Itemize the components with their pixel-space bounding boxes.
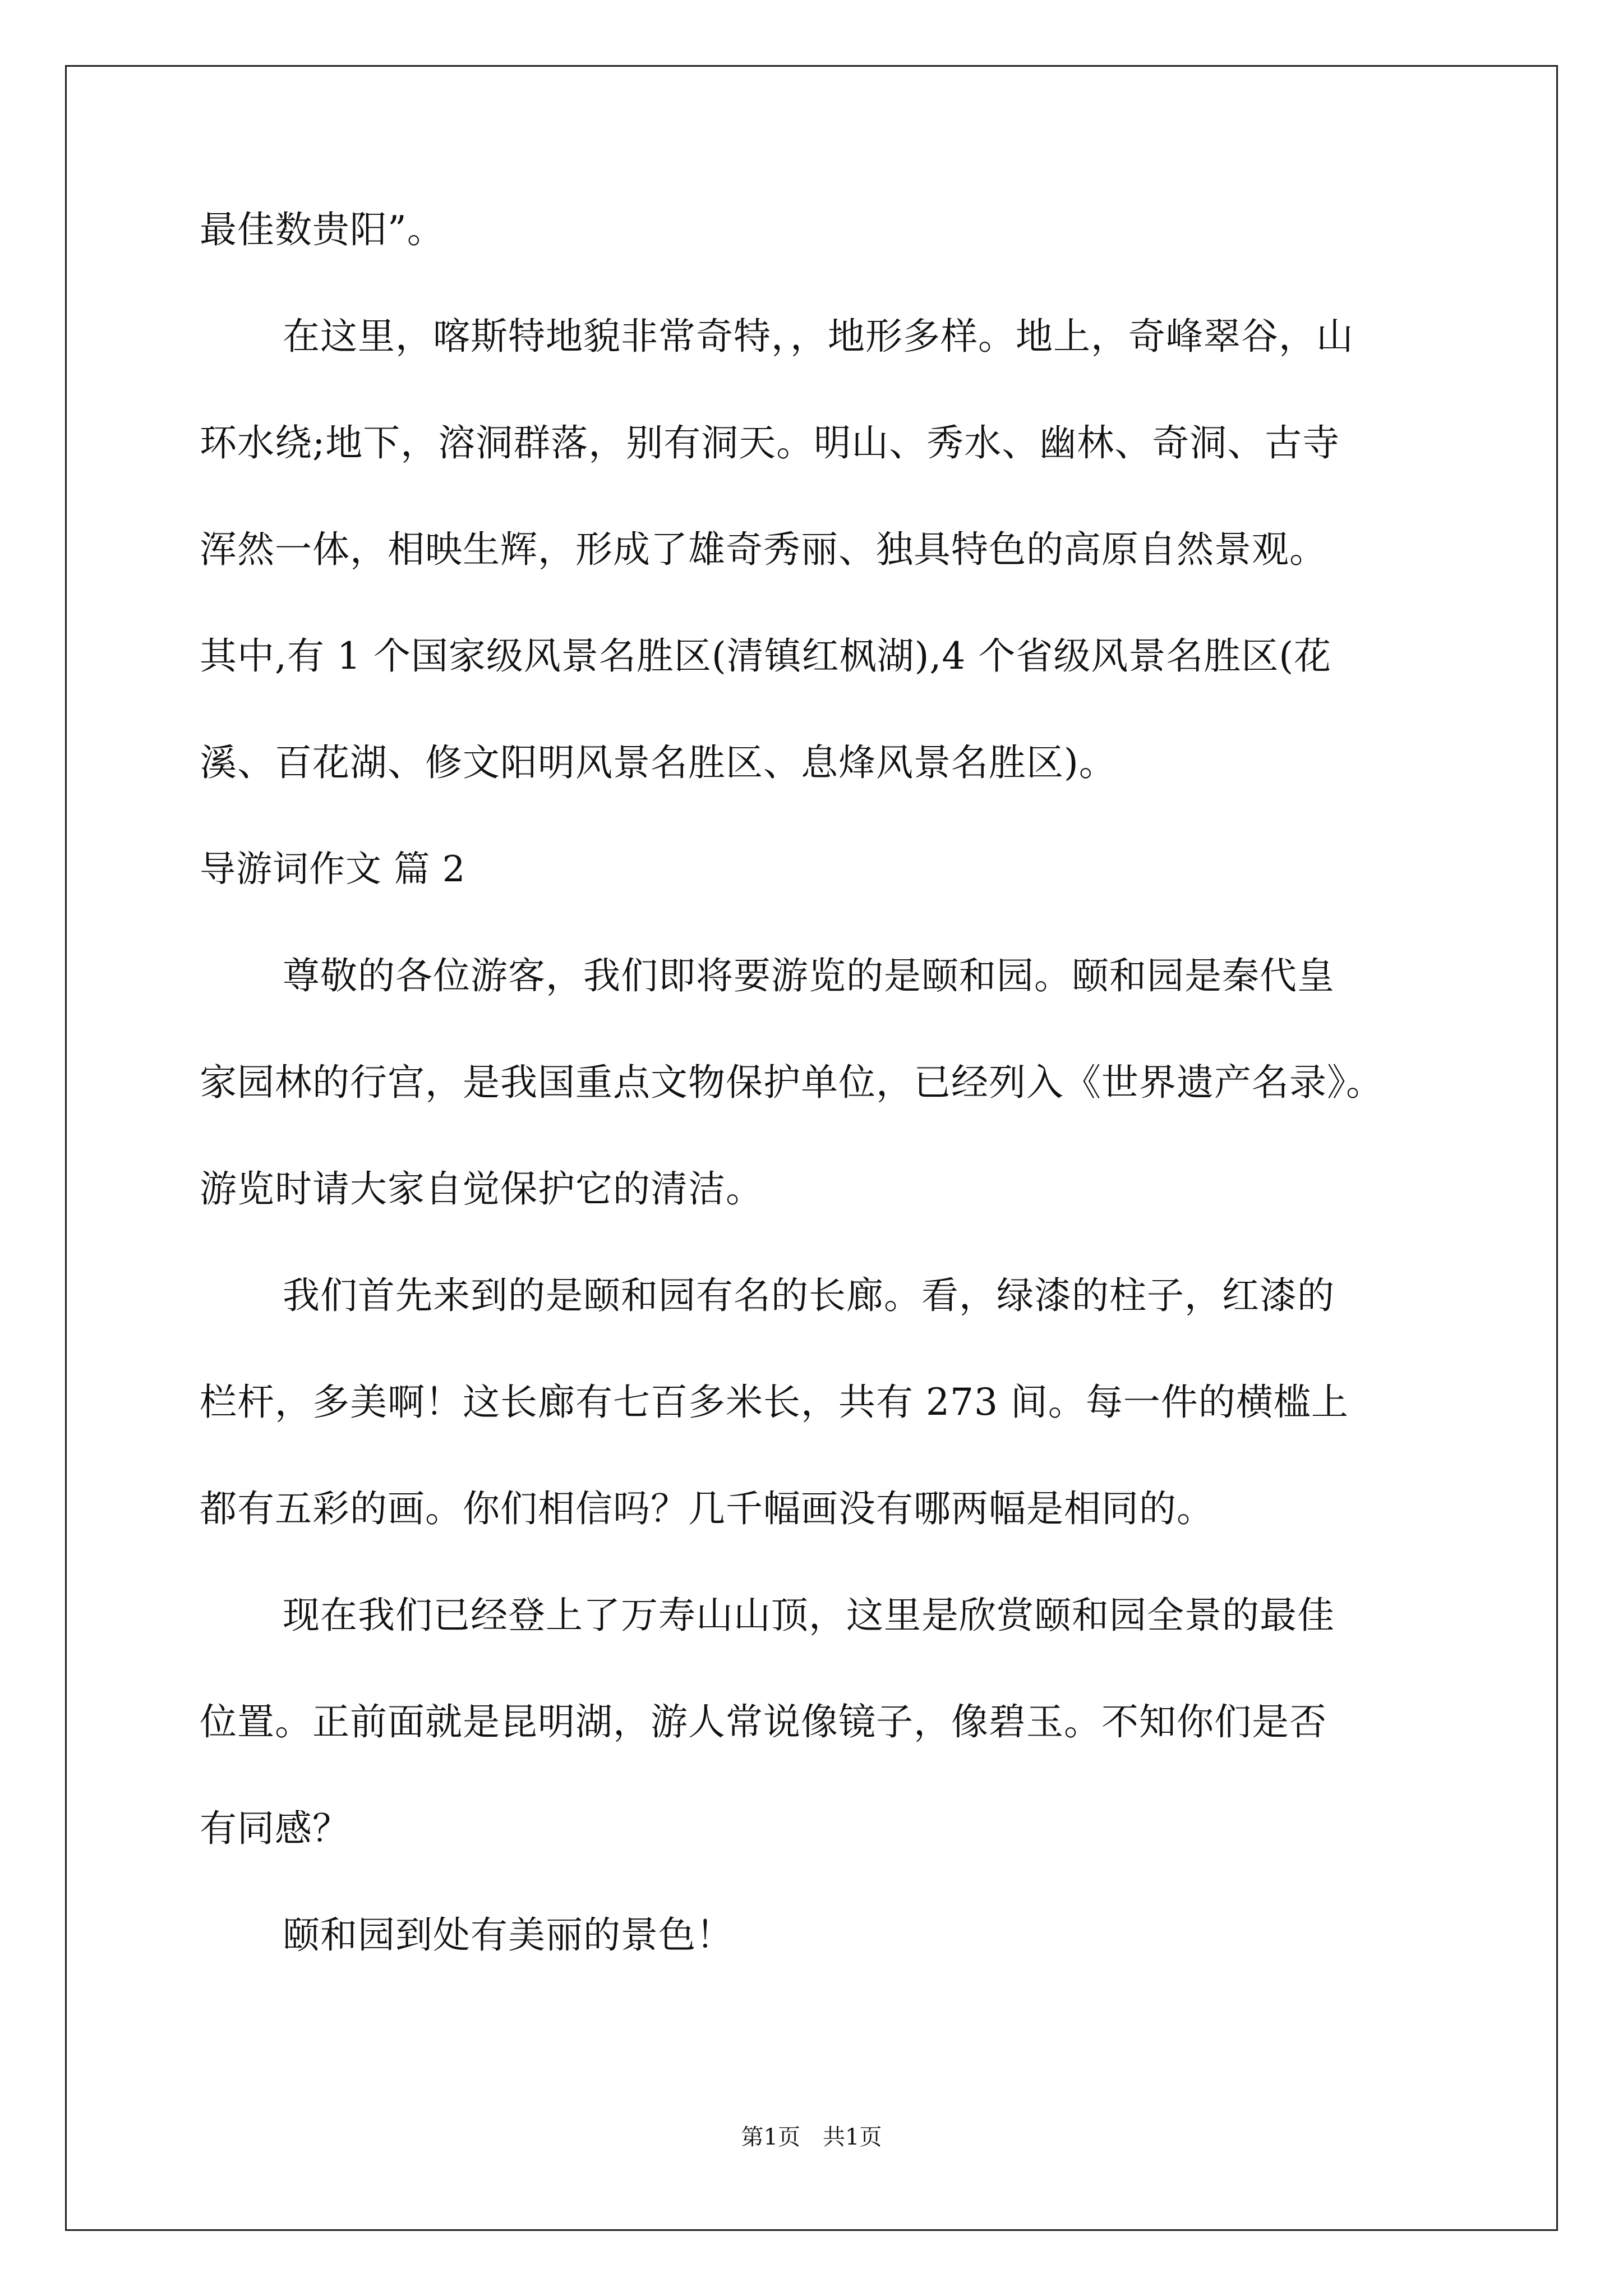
paragraph-line: 我们首先来到的是颐和园有名的长廊。看，绿漆的柱子，红漆的 — [283, 1274, 1335, 1317]
text-line: 位置。正前面就是昆明湖，游人常说像镜子，像碧玉。不知你们是否 — [200, 1700, 1327, 1743]
text-line: 都有五彩的画。你们相信吗？几千幅画没有哪两幅是相同的。 — [200, 1487, 1214, 1530]
text-line: 家园林的行宫，是我国重点文物保护单位，已经列入《世界遗产名录》。 — [200, 1061, 1384, 1104]
paragraph-line: 尊敬的各位游客，我们即将要游览的是颐和园。颐和园是秦代皇 — [283, 954, 1335, 997]
text-line: 浑然一体，相映生辉，形成了雄奇秀丽、独具特色的高原自然景观。 — [200, 528, 1327, 571]
paragraph-line: 颐和园到处有美丽的景色！ — [283, 1913, 734, 1957]
page-footer: 第1页 共1页 — [741, 2124, 882, 2150]
text-line: 环水绕;地下，溶洞群落，别有洞天。明山、秀水、幽林、奇洞、古寺 — [200, 421, 1340, 464]
text-line: 其中,有 1 个国家级风景名胜区(清镇红枫湖),4 个省级风景名胜区(花 — [200, 634, 1332, 678]
section-heading: 导游词作文 篇 2 — [200, 849, 466, 890]
text-line: 有同感？ — [200, 1807, 350, 1850]
text-line: 最佳数贵阳”。 — [200, 208, 445, 251]
text-line: 游览时请大家自觉保护它的清洁。 — [200, 1167, 763, 1211]
paragraph-line: 现在我们已经登上了万寿山山顶，这里是欣赏颐和园全景的最佳 — [283, 1594, 1335, 1637]
page-border — [65, 65, 1558, 2231]
paragraph-line: 在这里，喀斯特地貌非常奇特，，地形多样。地上，奇峰翠谷，山 — [283, 315, 1354, 358]
text-line: 栏杆，多美啊！这长廊有七百多米长，共有 273 间。每一件的横槛上 — [200, 1381, 1349, 1424]
text-line: 溪、百花湖、修文阳明风景名胜区、息烽风景名胜区)。 — [200, 741, 1117, 784]
